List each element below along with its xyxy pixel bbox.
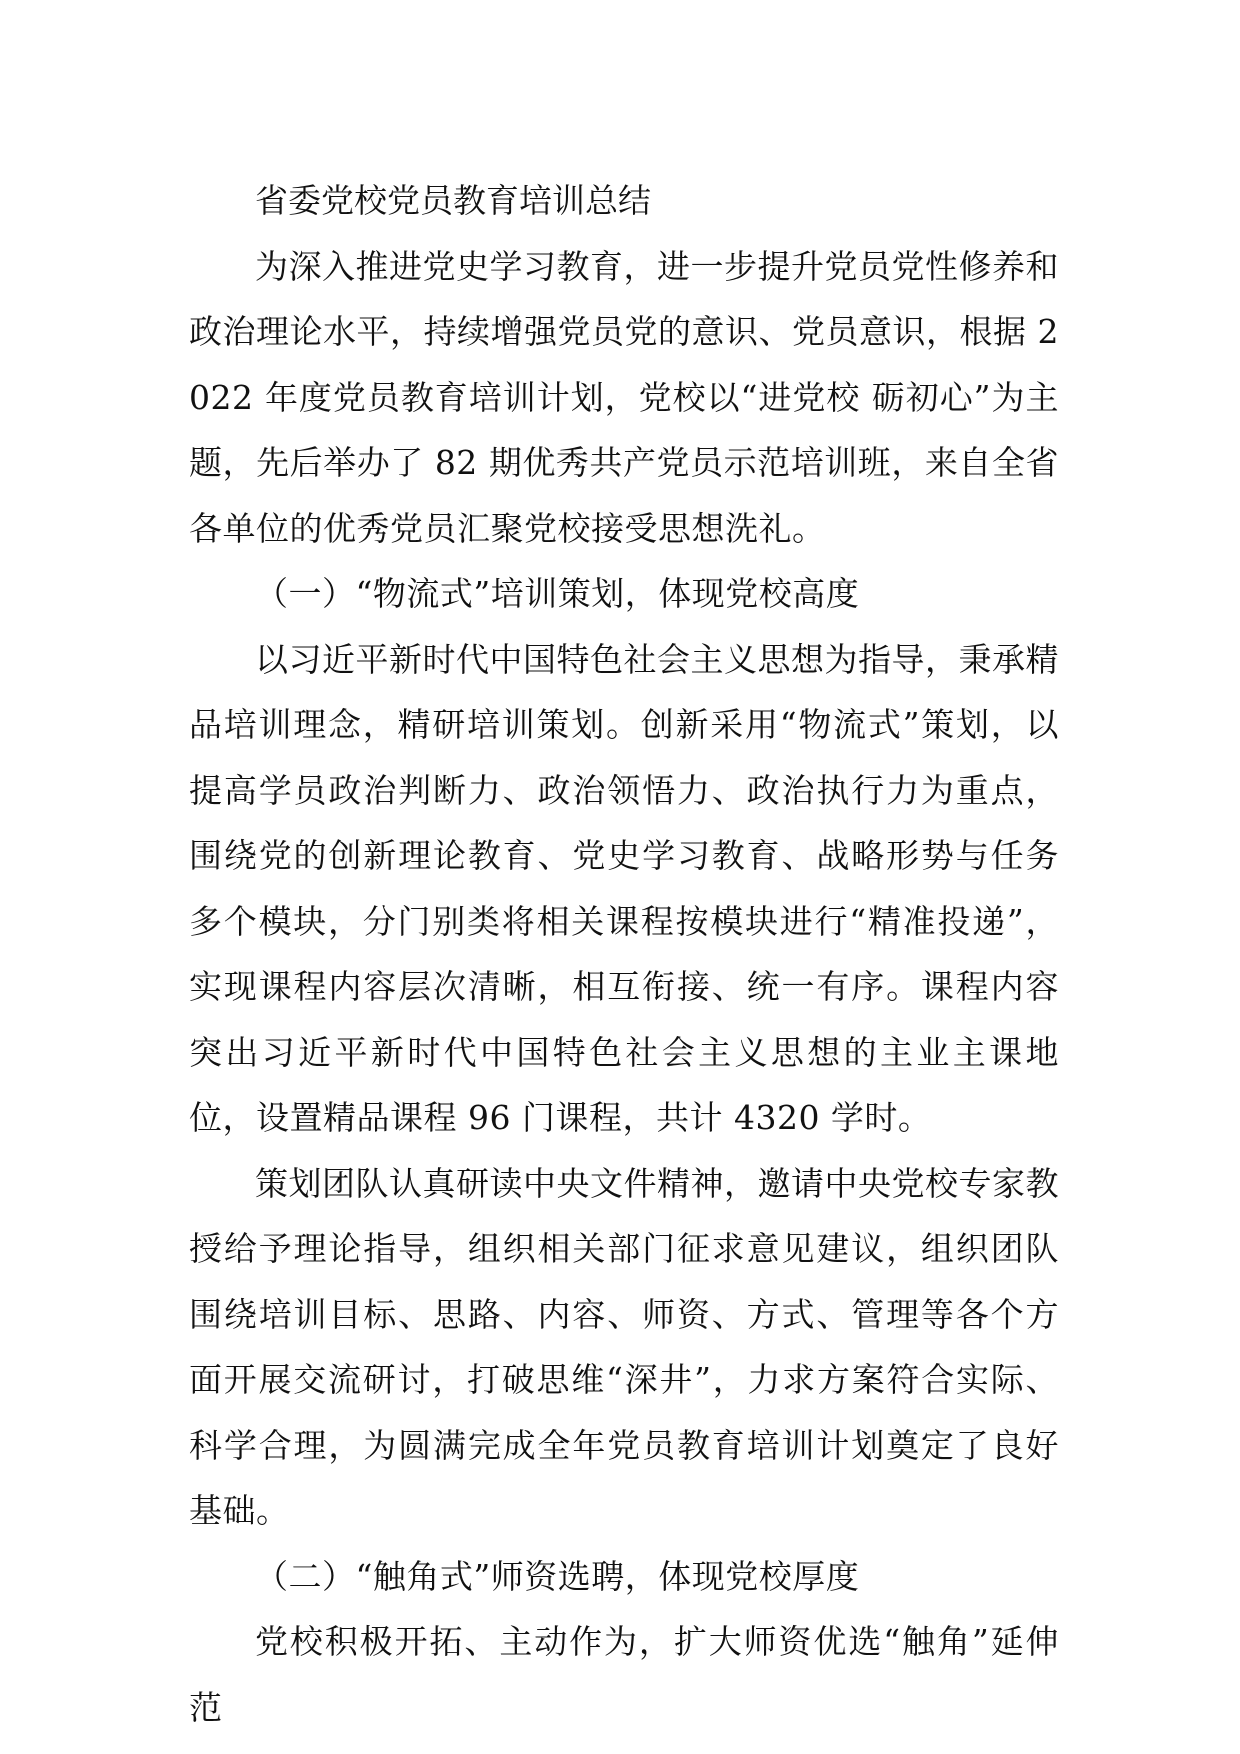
document-body (189, 168, 1059, 1740)
section1-paragraph-2: 策划团队认真研读中央文件精神，邀请中央党校专家教授给予理论指导，组织相关部门征求意见建议，组织团队围绕培训目标、思路、内容、师资、方式、管理等各个方面开展交流研讨，打破思维“深井”，力求方案符合实际、科学合理，为圆满完成全年党员教育培训计划奠定了良好基础。 (189, 1163, 1059, 1530)
section-heading-1: （一）“物流式”培训策划，体现党校高度 (255, 574, 860, 613)
section2-paragraph-1: 党校积极开拓、主动作为，扩大师资优选“触角”延伸范 (189, 1622, 1059, 1727)
section1-paragraph-1: 以习近平新时代中国特色社会主义思想为指导，秉承精品培训理念，精研培训策划。创新采用“物流式”策划，以提高学员政治判断力、政治领悟力、政治执行力为重点，围绕党的创新理论教育、党史学习教育、战略形势与任务多个模块，分门别类将相关课程按模块进行“精准投递”，实现课程内容层次清晰，相互衔接、统一有序。课程内容突出习近平新时代中国特色社会主义思想的主业主课地位，设置精品课程 96 门课程，共计 4320 学时。 (189, 639, 1059, 1137)
section-heading-2: （二）“触角式”师资选聘，体现党校厚度 (255, 1556, 860, 1596)
intro-paragraph: 为深入推进党史学习教育，进一步提升党员党性修养和政治理论水平，持续增强党员党的意识、党员意识，根据 2022 年度党员教育培训计划，党校以“进党校 砺初心”为主题，先后举办了 82 期优秀共产党员示范培训班，来自全省各单位的优秀党员汇聚党校接受思想洗礼。 (189, 246, 1059, 548)
document-title: 省委党校党员教育培训总结 (255, 181, 651, 220)
